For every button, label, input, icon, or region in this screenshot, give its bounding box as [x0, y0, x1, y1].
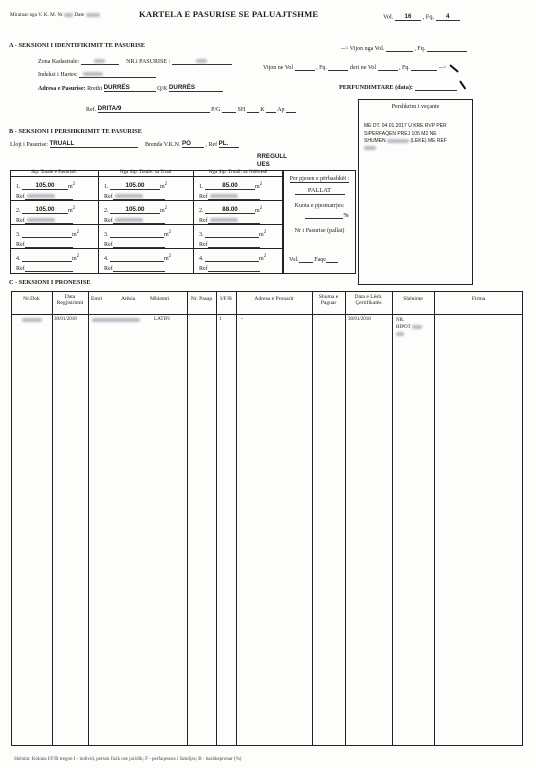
header-passport-nr: Nr. Pasap	[190, 296, 213, 302]
property-address-row: Adresa e Pasurise: Rrethi DURRËS Q/K DURRËS	[38, 85, 223, 92]
property-type-row: Lloji i Pasurise: TRUALL Brenda V.K.N. PO , Ref PL.	[10, 141, 239, 148]
redacted-map-index	[83, 72, 103, 76]
area-row-3-ref1: Ref	[16, 241, 73, 248]
municipality-value: DURRËS	[169, 85, 223, 92]
area-row-4-col1: 4. $m^2$	[16, 254, 80, 262]
property-type-value: TRUALL	[50, 141, 138, 148]
section-a-heading: A - SEKSIONI I IDENTIFIKIMIT TE PASURISE	[9, 42, 146, 49]
area-row-4-ref2: Ref	[104, 265, 165, 272]
header-amount-paid: Shuma e Paguar	[318, 294, 339, 307]
redacted-amount	[387, 139, 409, 143]
share-label: Kuota e pjesmarrjes:	[294, 203, 345, 209]
common-part-value: PALLAT	[283, 188, 356, 195]
area-row-1-col3: 1. 85.00 $m^2$	[199, 182, 263, 190]
reference-row: Ref. DRITA/9 P/G SH K Ap	[86, 106, 296, 113]
volume-page-header: Vol. 16 , Fq. 4	[383, 14, 460, 21]
header-ifb: I/F/B	[220, 296, 232, 302]
regulator-note: RREGULL UES	[257, 153, 287, 169]
header-notes: Shënime	[403, 296, 423, 302]
building-property-nr-label: Nr i Pasurise (pallat)	[294, 228, 345, 234]
area-row-2-col3: 2. 88.00 $m^2$	[199, 206, 263, 214]
col-building-area-header: Nga Sip. Truall: sa Ndërtesë	[208, 169, 268, 175]
area-row-4-col3: 4. $m^2$	[199, 254, 267, 262]
plan-ref-value: PL.	[219, 141, 239, 148]
share-value: %	[305, 212, 349, 219]
section-b-heading: B - SEKSIONI I PERSHKRIMIT TE PASURISE	[9, 128, 142, 135]
continued-from: --> Vijon nga Vol. , Fq.	[341, 45, 467, 52]
row-ifb: 1	[219, 316, 222, 322]
area-row-1-ref1: Ref	[16, 193, 73, 200]
header-surname: Mbiemri	[150, 296, 170, 302]
row-redacted-names	[92, 317, 140, 323]
area-row-3-col1: 3. $m^2$	[16, 230, 80, 238]
redacted-property-nr	[196, 59, 207, 63]
common-part-title: Per pjesen e përbashkët :	[289, 176, 350, 182]
footer-note: Shënim: Kolona I/F/B tregon I - individ, person fizik ose juridik; F - perfaqesues i familjes; B - bashkepronar (%)	[14, 757, 242, 762]
row-surname: LATIFI	[154, 316, 170, 322]
col-land-area-header: Nga Sip. Totale: sa Trual	[119, 169, 172, 175]
area-row-4-col2: 4. $m^2$	[104, 254, 172, 262]
pen-mark-2	[459, 80, 466, 89]
area-row-2-ref2: Ref	[104, 217, 165, 224]
area-row-1-col2: 1. 105.00 $m^2$	[104, 182, 168, 190]
district-value: DURRËS	[104, 85, 156, 92]
within-vkn-value: PO	[182, 141, 204, 148]
page-value: 4	[436, 14, 460, 21]
header-father-name: Atësia	[121, 296, 136, 302]
area-row-1-ref2: Ref	[104, 193, 165, 200]
row-doc-nr	[22, 317, 42, 323]
redacted-zone	[94, 59, 105, 63]
section-c-heading: C - SEKSIONI I PRONESISE	[9, 279, 91, 286]
continued-to: Vijon ne Vol , Fq. deri ne Vol , Fq. -->	[263, 65, 447, 71]
area-row-3-col3: 3. $m^2$	[199, 230, 267, 238]
area-row-3-ref2: Ref	[104, 241, 165, 248]
area-row-2-col1: 2. 105.00 $m^2$	[16, 206, 76, 214]
area-row-1-ref3: Ref	[199, 193, 260, 200]
row-registration-date: 30/01/2018	[54, 317, 77, 322]
header-first-name: Emri	[91, 296, 103, 302]
col-total-area-header: Sip. Totale e Pasurisë:	[31, 169, 77, 175]
area-row-1-col1: 1. 105.00 $m^2$	[16, 182, 76, 190]
row-address: -	[241, 316, 243, 322]
header-registration-date: Data Regjistrimit	[56, 294, 84, 307]
ministry-line: Miratuar nga V. K. M. Nr Date	[10, 13, 100, 18]
header-owner-address: Adresa e Pronarit	[254, 296, 294, 302]
reference-value: DRITA/9	[98, 106, 210, 113]
final-date-row: PERFUNDIMTARE (data):	[339, 84, 457, 91]
header-signature: Firma	[471, 296, 486, 302]
pen-mark	[449, 64, 458, 72]
area-row-3-ref3: Ref	[199, 241, 260, 248]
area-row-2-ref3: Ref	[199, 217, 260, 224]
redacted-ref	[364, 146, 376, 150]
building-volume-page: Vol. Faqe	[289, 256, 338, 263]
redacted-date	[86, 13, 100, 17]
remarks-text: ME DT. 04.01.2017 U KRE RVP PER SIPERFAQEN PREJ 105 M2 NE SHUMEN (LEKE) ME REF	[364, 123, 447, 153]
remarks-title: Pershkrim i veçante	[391, 104, 440, 110]
document-title: KARTELA E PASURISE SE PALUAJTSHME	[139, 9, 319, 19]
volume-value: 16	[395, 14, 421, 21]
header-doc-nr: Nr.Dok	[23, 296, 40, 302]
area-row-2-ref1: Ref	[16, 217, 73, 224]
redacted-number	[64, 13, 73, 17]
row-notes: NR. HIPOT	[396, 317, 422, 338]
area-row-4-ref1: Ref	[16, 265, 73, 272]
map-index-row: Indeksi i Hartes:	[38, 71, 156, 78]
area-row-2-col2: 2. 105.00 $m^2$	[104, 206, 168, 214]
row-certificate-date: 30/01/2018	[348, 317, 371, 322]
area-row-3-col2: 3. $m^2$	[104, 230, 172, 238]
area-row-4-ref3: Ref	[199, 265, 260, 272]
header-certificate-date: Data e Lësh. Çertifikatës	[354, 294, 383, 307]
cadastral-zone-row: Zona Kadastrale: NR.i PASURISE :	[38, 58, 232, 65]
